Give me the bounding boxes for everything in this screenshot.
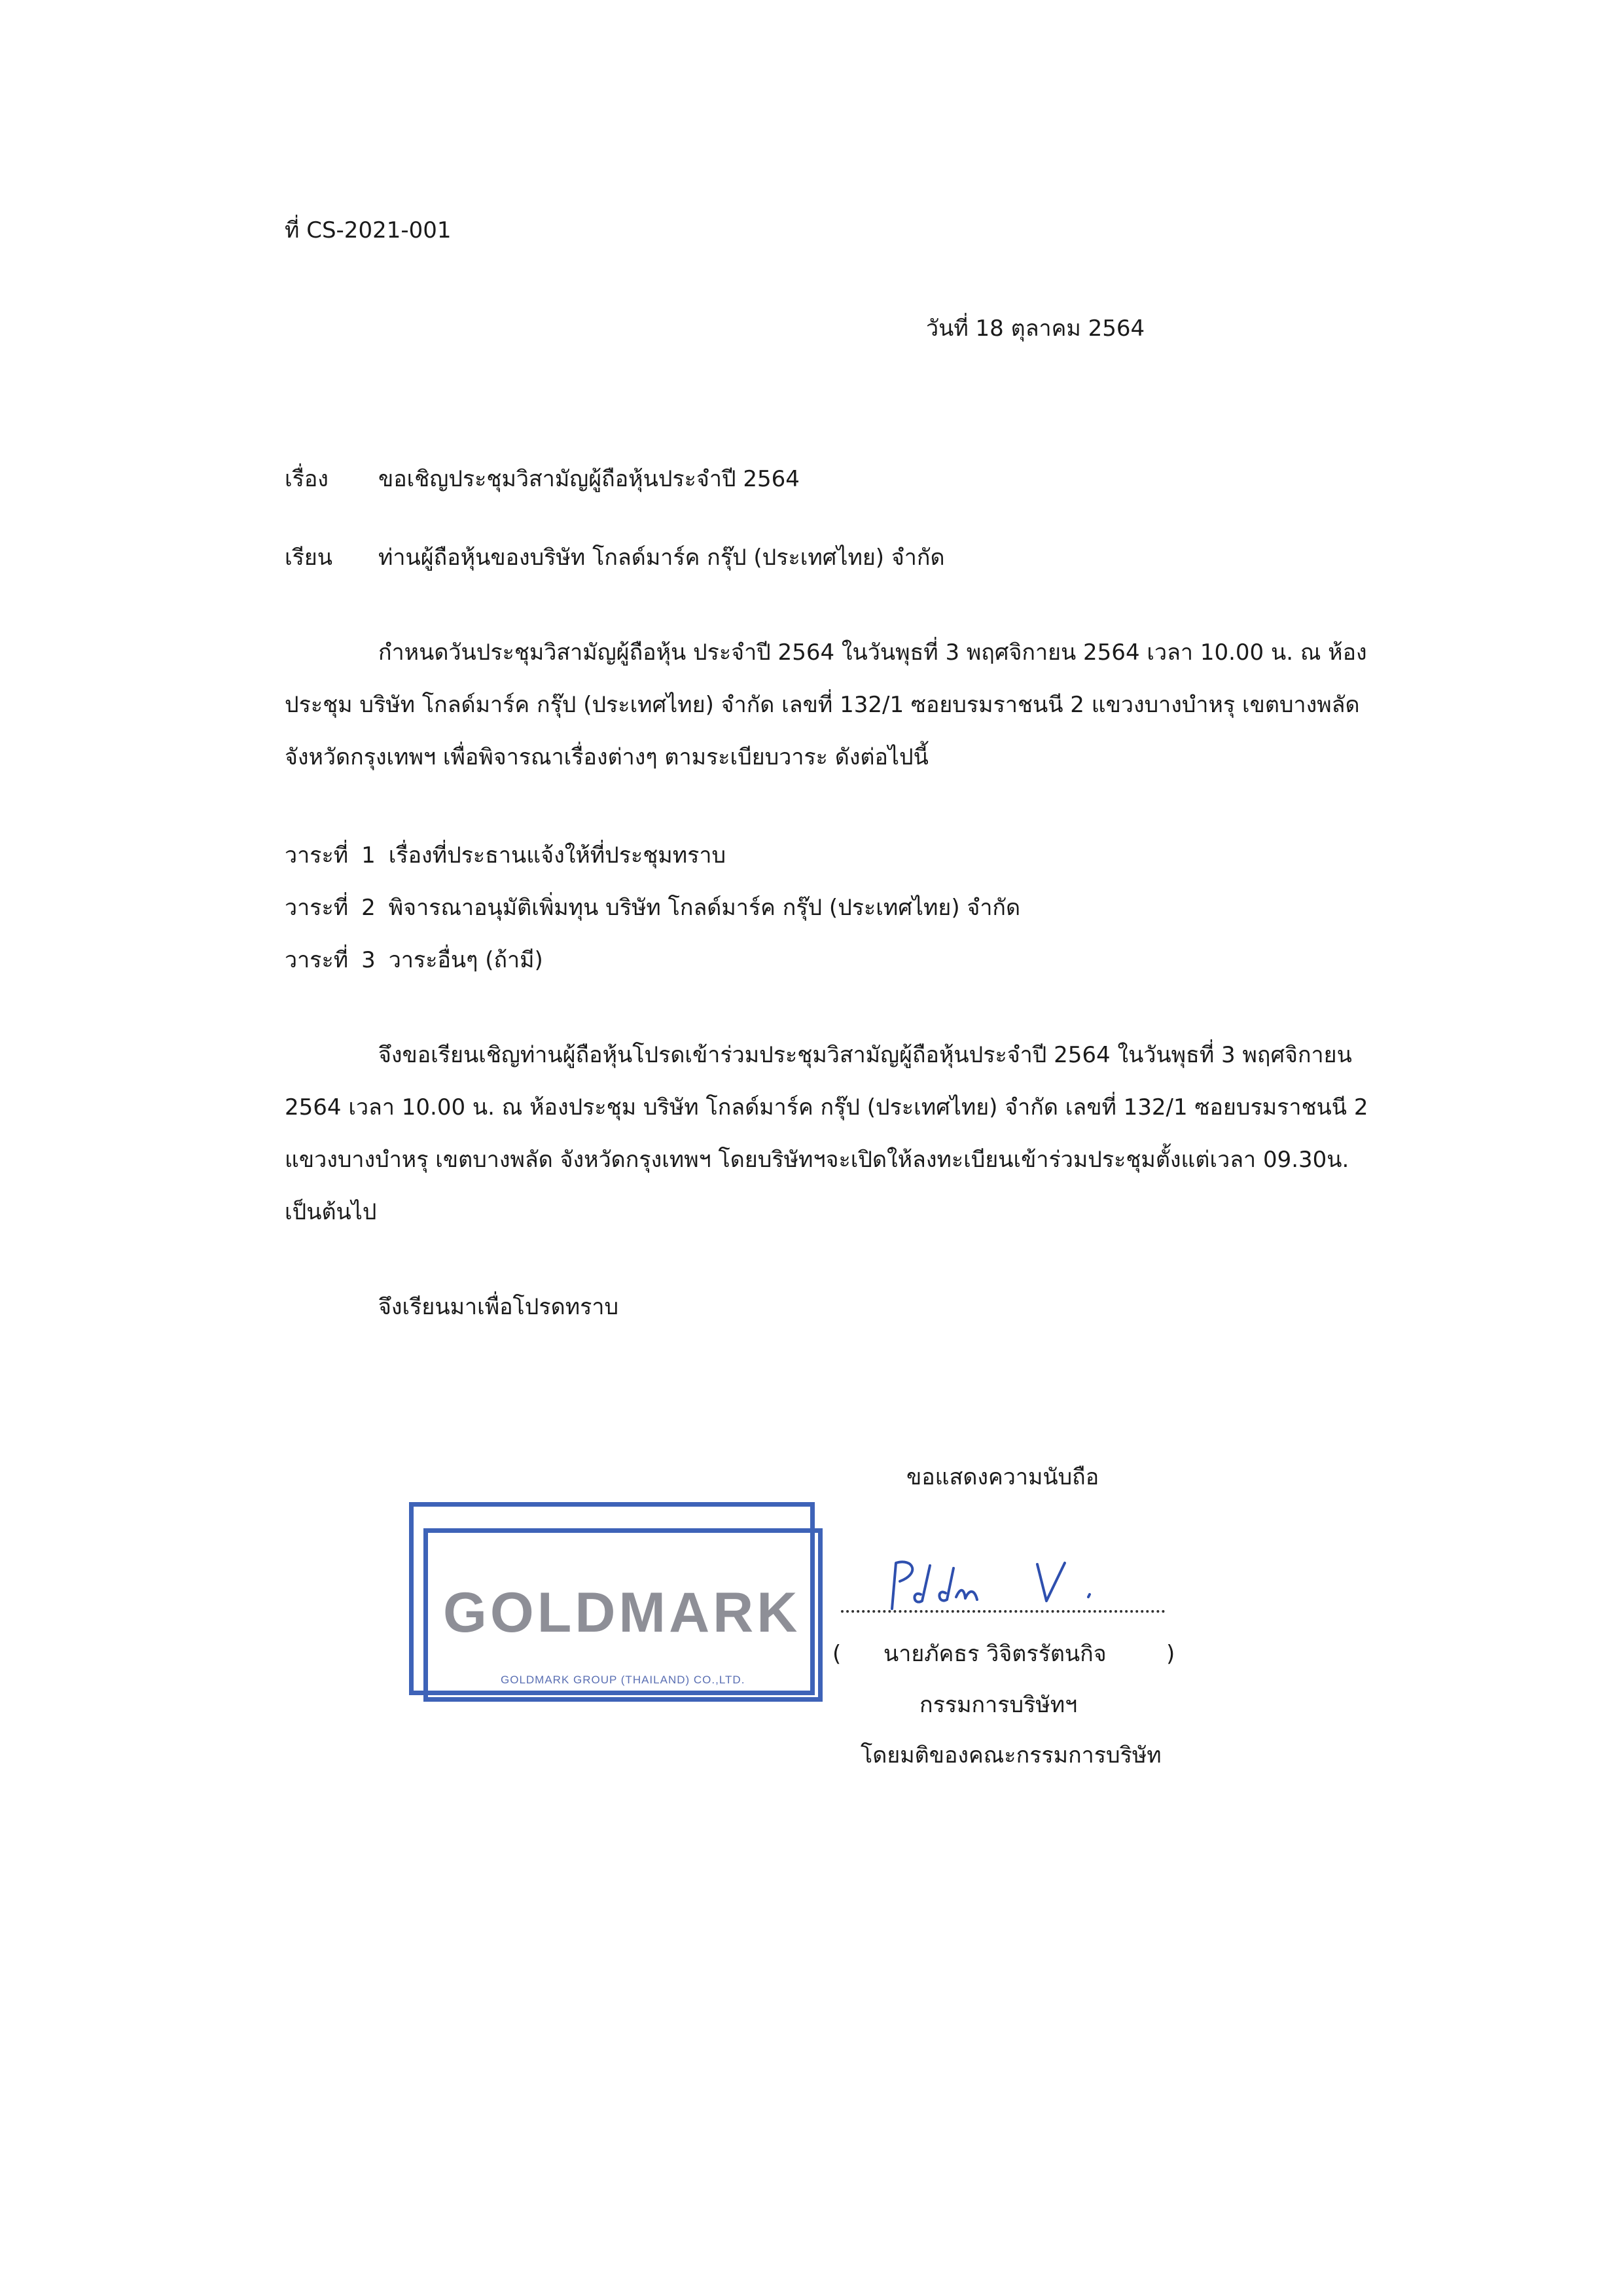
agenda-item-2 — [285, 893, 1020, 922]
agenda-text: พิจารณาอนุมัติเพิ่มทุน บริษัท โกลด์มาร์ค กรุ๊ป (ประเทศไทย) จำกัด — [388, 895, 1021, 921]
agenda-item-3 — [285, 946, 543, 975]
paragraph1-line3: จังหวัดกรุงเทพฯ เพื่อพิจารณาเรื่องต่างๆ ตามระเบียบวาระ ดังต่อไปนี้ — [285, 744, 929, 770]
signer-name: นายภัคธร วิจิตรรัตนกิจ — [883, 1641, 1107, 1667]
paragraph1-line2: ประชุม บริษัท โกลด์มาร์ค กรุ๊ป (ประเทศไทย) จำกัด เลขที่ 132/1 ซอยบรมราชนนี 2 แขวงบางบำหรุ เขตบางพลัด — [285, 692, 1360, 718]
paragraph2-line4: เป็นต้นไป — [285, 1199, 377, 1225]
signer-authority: โดยมติของคณะกรรมการบริษัท — [861, 1742, 1162, 1768]
document-date: วันที่ 18 ตุลาคม 2564 — [926, 315, 1145, 342]
agenda-number: 3 — [361, 947, 376, 973]
agenda-label: วาระที่ — [285, 895, 349, 921]
paragraph1-line1: กำหนดวันประชุมวิสามัญผู้ถือหุ้น ประจำปี 2564 ในวันพุธที่ 3 พฤศจิกายน 2564 เวลา 10.00 น. ณ ห้อง — [378, 639, 1367, 666]
paragraph2-line1: จึงขอเรียนเชิญท่านผู้ถือหุ้นโปรดเข้าร่วมประชุมวิสามัญผู้ถือหุ้นประจำปี 2564 ในวันพุธที่ 3 พฤศจิกายน — [378, 1042, 1352, 1068]
agenda-label: วาระที่ — [285, 947, 349, 973]
document-number: ที่ CS-2021-001 — [285, 217, 452, 243]
subject-text: ขอเชิญประชุมวิสามัญผู้ถือหุ้นประจำปี 2564 — [378, 466, 800, 492]
handwritten-signature — [880, 1551, 1129, 1617]
agenda-number: 2 — [361, 895, 376, 921]
agenda-number: 1 — [361, 842, 376, 869]
agenda-text: เรื่องที่ประธานแจ้งให้ที่ประชุมทราบ — [388, 842, 726, 869]
recipient-label: เรียน — [285, 545, 333, 571]
closing-text: จึงเรียนมาเพื่อโปรดทราบ — [378, 1294, 619, 1320]
signer-position: กรรมการบริษัทฯ — [919, 1692, 1078, 1718]
stamp-subtext: GOLDMARK GROUP (THAILAND) CO.,LTD. — [501, 1674, 745, 1686]
agenda-item-1 — [285, 841, 726, 870]
company-stamp — [409, 1502, 821, 1712]
subject-label: เรื่อง — [285, 466, 329, 492]
agenda-text: วาระอื่นๆ (ถ้ามี) — [388, 947, 543, 973]
signer-open-paren: ( — [832, 1641, 842, 1667]
paragraph2-line2: 2564 เวลา 10.00 น. ณ ห้องประชุม บริษัท โกลด์มาร์ค กรุ๊ป (ประเทศไทย) จำกัด เลขที่ 132/1 ซอยบรมราชนนี 2 — [285, 1094, 1368, 1121]
paragraph2-line3: แขวงบางบำหรุ เขตบางพลัด จังหวัดกรุงเทพฯ โดยบริษัทฯจะเปิดให้ลงทะเบียนเข้าร่วมประชุมตั้งแต่เวลา 09.30น. — [285, 1147, 1349, 1173]
regards-text: ขอแสดงความนับถือ — [906, 1464, 1099, 1490]
recipient-text: ท่านผู้ถือหุ้นของบริษัท โกลด์มาร์ค กรุ๊ป (ประเทศไทย) จำกัด — [378, 545, 945, 571]
agenda-label: วาระที่ — [285, 842, 349, 869]
stamp-text: GOLDMARK — [443, 1581, 801, 1644]
signer-close-paren: ) — [1166, 1641, 1175, 1667]
signature-line — [841, 1610, 1165, 1613]
